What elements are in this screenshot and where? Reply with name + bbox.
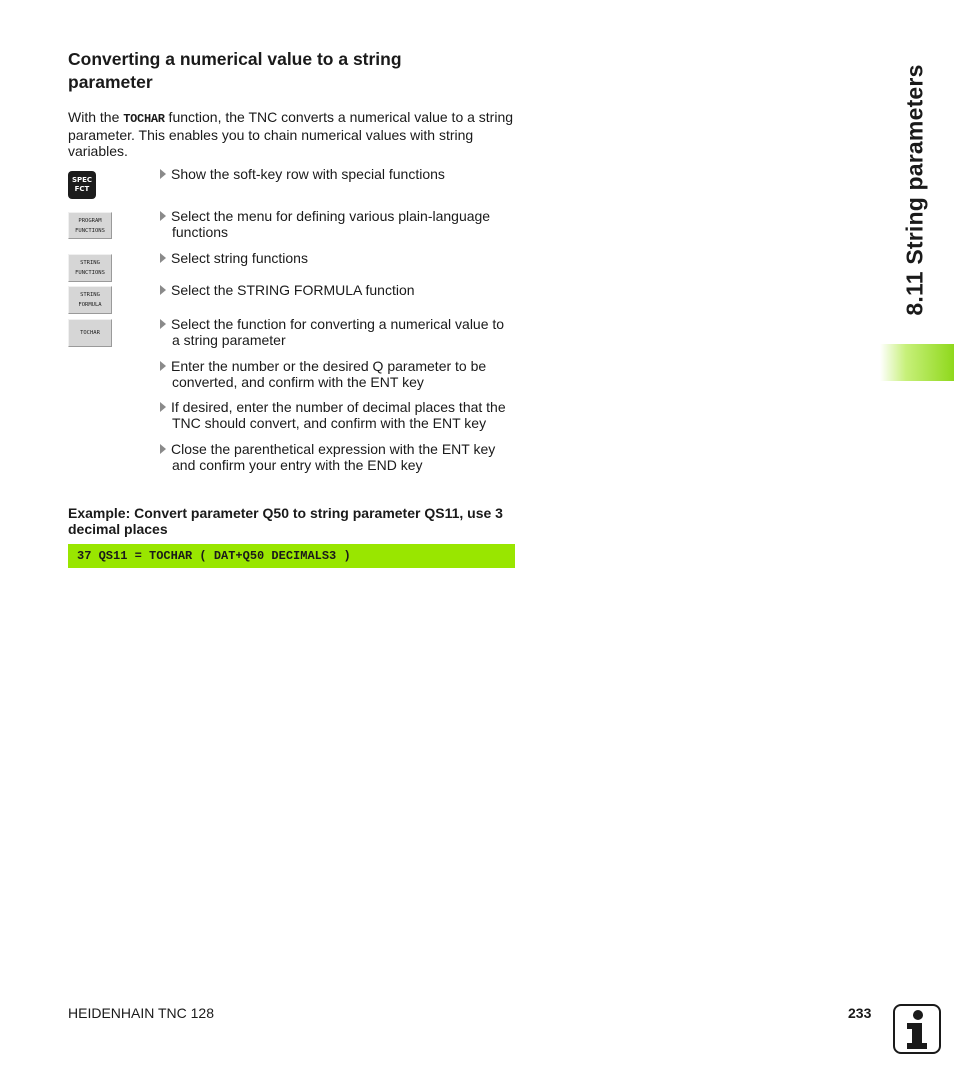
step-arrow-icon bbox=[160, 319, 166, 329]
program-functions-softkey-line1: PROGRAM bbox=[78, 217, 102, 224]
step-text-continued: TNC should convert, and confirm with the ENT key bbox=[172, 415, 487, 431]
section-title: Converting a numerical value to a string parameter bbox=[68, 49, 402, 92]
step-arrow-icon bbox=[160, 402, 166, 412]
chapter-side-title: 8.11 String parameters bbox=[901, 64, 928, 316]
step-arrow-icon bbox=[160, 444, 166, 454]
code-example: 37 QS11 = TOCHAR ( DAT+Q50 DECIMALS3 ) bbox=[68, 544, 515, 568]
step-item bbox=[160, 208, 520, 240]
step-item bbox=[160, 282, 520, 298]
page-number: 233 bbox=[848, 1005, 872, 1021]
example-title: Example: Convert parameter Q50 to string parameter QS11, use 3 decimal places bbox=[68, 505, 503, 537]
info-icon-glyph bbox=[895, 1006, 939, 1052]
spec-fct-key-line1: SPEC bbox=[71, 176, 93, 184]
string-formula-softkey-line1: STRING bbox=[80, 292, 100, 298]
step-arrow-icon bbox=[160, 211, 166, 221]
string-formula-softkey[interactable] bbox=[68, 286, 112, 314]
step-text-continued: converted, and confirm with the ENT key bbox=[172, 374, 424, 390]
info-icon bbox=[893, 1004, 941, 1054]
intro-paragraph bbox=[68, 109, 518, 159]
step-item bbox=[160, 250, 520, 266]
step-text: Enter the number or the desired Q parameter to be bbox=[171, 358, 487, 374]
step-text: Select string functions bbox=[171, 250, 308, 266]
step-arrow-icon bbox=[160, 361, 166, 371]
step-arrow-icon bbox=[160, 253, 166, 263]
step-text-continued: functions bbox=[172, 224, 229, 240]
tochar-softkey[interactable] bbox=[68, 319, 112, 347]
step-item bbox=[160, 358, 520, 390]
string-functions-softkey-line1: STRING bbox=[80, 260, 100, 266]
program-functions-softkey[interactable] bbox=[68, 212, 112, 239]
footer-product-name: HEIDENHAIN TNC 128 bbox=[68, 1005, 215, 1021]
step-arrow-icon bbox=[160, 169, 166, 179]
intro-text-after: function, the TNC converts a numerical value to a string parameter. This enables you to chain numerical values with string variables. bbox=[68, 109, 514, 159]
tochar-softkey-line1: TOCHAR bbox=[80, 330, 100, 336]
spec-fct-key-line2: FCT bbox=[74, 185, 90, 193]
step-text: Select the function for converting a numerical value to bbox=[171, 316, 505, 332]
string-formula-softkey-line2: FORMULA bbox=[78, 302, 102, 308]
tochar-keyword: TOCHAR bbox=[123, 112, 165, 126]
string-functions-softkey-line2: FUNCTIONS bbox=[75, 270, 105, 276]
program-functions-softkey-line2: FUNCTIONS bbox=[75, 227, 105, 234]
step-item bbox=[160, 399, 520, 431]
chapter-tab-marker bbox=[880, 344, 954, 381]
step-text-continued: and confirm your entry with the END key bbox=[172, 457, 423, 473]
step-text: Show the soft-key row with special functions bbox=[171, 166, 445, 182]
step-text: Close the parenthetical expression with the ENT key bbox=[171, 441, 496, 457]
spec-fct-key[interactable] bbox=[68, 171, 96, 199]
step-text-continued: a string parameter bbox=[172, 332, 286, 348]
string-functions-softkey[interactable] bbox=[68, 254, 112, 282]
intro-text-before: With the bbox=[68, 109, 124, 125]
step-item bbox=[160, 316, 520, 348]
step-arrow-icon bbox=[160, 285, 166, 295]
step-item bbox=[160, 441, 520, 473]
step-text: Select the menu for defining various plain-language bbox=[171, 208, 491, 224]
step-text: Select the STRING FORMULA function bbox=[171, 282, 415, 298]
step-text: If desired, enter the number of decimal places that the bbox=[171, 399, 506, 415]
step-item bbox=[160, 166, 520, 182]
